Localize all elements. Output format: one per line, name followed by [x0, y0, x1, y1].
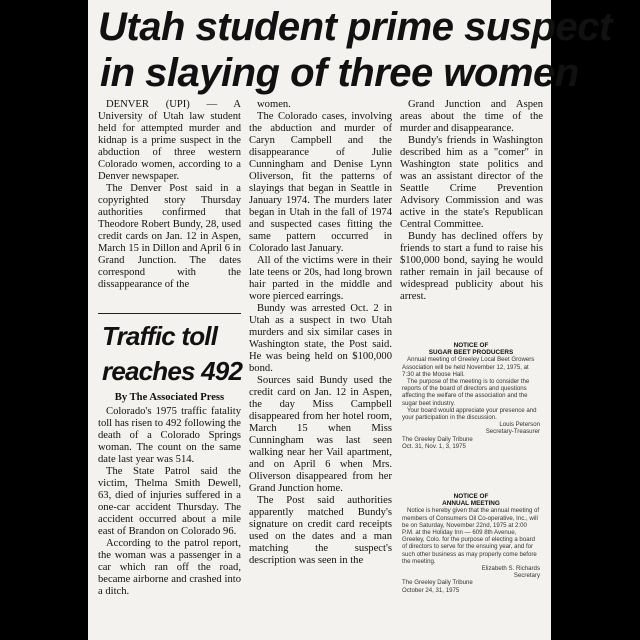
paragraph: Your board would appreciate your presence and your participation in the discussion. [402, 406, 537, 422]
notice-signature-title: Secretary-Treasurer [485, 428, 540, 436]
notice-title-1: NOTICE OF [453, 493, 489, 500]
paragraph: Grand Junction and Aspen areas about the time of the murder and disappearance. [400, 99, 543, 134]
sugar-beet-notice [402, 342, 540, 450]
paragraph: DENVER (UPI) — A University of Utah law student held for attempted murder and kidnap is a prime suspect in the abduction of three western Colorado women, according to a Denver newspaper. [98, 99, 241, 182]
paragraph: The Colorado cases, involving the abduction and murder of Caryn Campbell and the disappearance of Julie Cunningham and Denise Lynn Oliverson, fit the patterns of slayings that began in Seattle in January 1974. The murders later began in Utah in the fall of 1974 and suspected cases fitting the same pattern occurred in Colorado last January. [249, 111, 392, 254]
paragraph: Bundy's friends in Washington described him as a "comer" in Washington state politics and was an assistant director of the Seattle Crime Prevention Advisory Commission and was active in the state's Republican Central Committee. [400, 135, 543, 230]
paragraph: The State Patrol said the victim, Thelma Smith Dewell, 63, died of injuries suffered in a one-car accident Thursday. The accident occurred about a mile east of Brandon on Colorado 96. [98, 466, 241, 537]
traffic-headline-line-1: Traffic toll [102, 321, 218, 351]
paragraph: The Denver Post said in a copyrighted story Thursday authorities confirmed that Theodore Robert Bundy, 28, used credit cards on Jan. 12 in Aspen, March 15 in Dillon and April 6 in Grand Junction. The dates correspond with the dissappearance of the [98, 183, 241, 290]
headline-line-2: in slaying of three women [100, 51, 579, 95]
notice-title-2: SUGAR BEET PRODUCERS [428, 349, 514, 357]
paragraph: Notice is hereby given that the annual meeting of members of Consumers Oil Co-operative, Inc., will be on Saturday, November 22nd, 1975 at 2:00 P.M. at the Holiday Inn — 609 8th Avenue, Greeley, Colo. for the purpose of electing a board of directors to serve for the ensuing year, and for such other business as may properly come before the meeting. [402, 507, 540, 565]
paragraph: All of the victims were in their late teens or 20s, had long brown hair parted in the middle and wore pierced earrings. [249, 255, 392, 302]
paragraph: The purpose of the meeting is to consider the reports of the board of directors and questions affecting the welfare of the association and the sugar beet industry. [402, 378, 530, 407]
paragraph: Sources said Bundy used the credit card on Jan. 12 in Aspen, the day Miss Campbell disappeared from her hotel room, March 15 when Miss Cunningham was last seen walking near her Vail apartment, and on April 6 when Mrs. Oliverson disappeared from her Grand Junction home. [249, 375, 392, 494]
paragraph: women. [257, 99, 291, 110]
notice-publication-dates: Oct. 31, Nov. 1, 3, 1975 [402, 442, 466, 450]
paragraph: Colorado's 1975 traffic fatality toll has risen to 492 following the death of a Colorado Springs woman. The count on the same date last year was 514. [98, 406, 242, 465]
newspaper-clipping [88, 0, 612, 640]
paragraph: Bundy was arrested Oct. 2 in Utah as a suspect in two Utah murders and six similar cases in Washington state, the Post said. He was being held on $100,000 bond. [249, 303, 392, 374]
paragraph: Bundy has declined offers by friends to start a fund to raise his $100,000 bond, saying he would rather remain in jail because of widespread publicity about his arrest. [400, 231, 543, 302]
byline: By The Associated Press [114, 392, 225, 403]
paragraph: According to the patrol report, the woman was a passenger in a car which ran off the road, became airborne and crashed into a ditch. [98, 538, 241, 597]
headline-line-1: Utah student prime suspect [98, 5, 612, 49]
notice-publication: The Greeley Daily Tribune [402, 435, 473, 443]
traffic-story [98, 406, 241, 598]
story-column-3 [400, 99, 543, 303]
annual-meeting-notice [402, 493, 540, 594]
divider-rule [98, 313, 241, 314]
notice-publication-dates: October 24, 31, 1975 [402, 586, 460, 594]
notice-signature-name: Louis Peterson [499, 421, 540, 429]
traffic-headline-line-2: reaches 492 [102, 356, 243, 386]
notice-signature-name: Elizabeth S. Richards [481, 565, 540, 573]
story-column-2 [249, 99, 392, 567]
story-column-1 [98, 99, 241, 291]
paragraph: Annual meeting of Greeley Local Beet Growers Association will be held November 12, 1975, at 7:30 at the Moose Hall. [402, 356, 535, 378]
paragraph: The Post said authorities apparently matched Bundy's signature on credit card receipts used on the dates and a man matching the suspect's description was seen in the [249, 495, 392, 566]
notice-title-2: ANNUAL MEETING [442, 500, 500, 508]
notice-title-1: NOTICE OF [453, 342, 489, 349]
notice-signature-title: Secretary [513, 572, 540, 580]
notice-publication: The Greeley Daily Tribune [402, 579, 473, 587]
